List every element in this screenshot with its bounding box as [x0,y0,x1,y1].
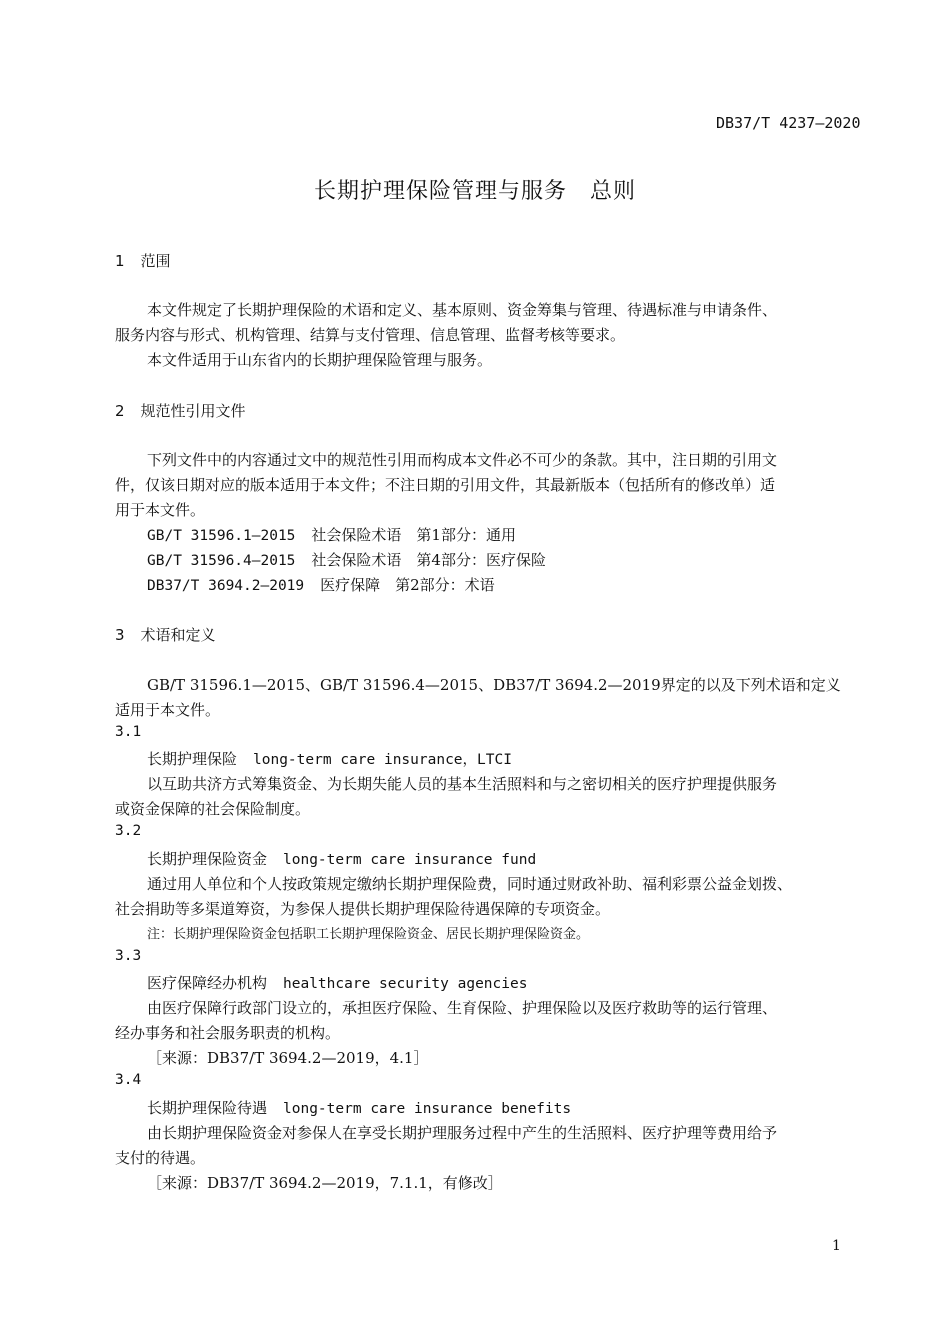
section-title: 规范性引用文件 [140,402,246,420]
reference-code: GB/T 31596.4—2015 [147,553,296,569]
reference-title: 医疗保障 第2部分：术语 [320,576,495,594]
term-number: 3.3 [115,948,142,964]
term-heading [147,848,536,869]
term-number: 3.1 [115,724,142,740]
paragraph-line: 本文件适用于山东省内的长期护理保险管理与服务。 [147,351,493,369]
paragraph-line: GB/T 31596.1—2015、GB/T 31596.4—2015、DB37/T 3694.2—2019界定的以及下列术语和定义 [147,676,841,694]
section-1-heading [115,250,171,271]
paragraph-line: 件，仅该日期对应的版本适用于本文件；不注日期的引用文件，其最新版本（包括所有的修改单）适 [115,476,776,494]
definition-line: 支付的待遇。 [115,1149,206,1167]
term-heading [147,748,512,769]
term-zh: 长期护理保险待遇 [147,1099,268,1117]
document-title: 长期护理保险管理与服务 总则 [313,179,636,204]
section-number: 2 [115,402,125,420]
term-heading [147,1097,571,1118]
section-title: 范围 [140,252,171,270]
section-number: 1 [115,252,125,270]
term-zh: 医疗保障经办机构 [147,974,268,992]
reference-item [147,574,495,595]
paragraph-line: 服务内容与形式、机构管理、结算与支付管理、信息管理、监督考核等要求。 [115,326,626,344]
standard-code: DB37/T 4237—2020 [716,114,861,132]
term-zh: 长期护理保险资金 [147,850,268,868]
definition-line: 社会捐助等多渠道筹资，为参保人提供长期护理保险待遇保障的专项资金。 [115,900,611,918]
definition-line: 以互助共济方式筹集资金、为长期失能人员的基本生活照料和与之密切相关的医疗护理提供服务 [147,775,778,793]
reference-item [147,524,516,545]
paragraph-line: 适用于本文件。 [115,701,221,719]
term-heading [147,972,527,993]
paragraph-line: 下列文件中的内容通过文中的规范性引用而构成本文件必不可少的条款。其中，注日期的引用文 [147,451,778,469]
paragraph-line: 用于本文件。 [115,501,206,519]
term-en: long-term care insurance fund [283,852,537,868]
definition-line: 或资金保障的社会保险制度。 [115,800,311,818]
definition-line: 由医疗保障行政部门设立的，承担医疗保险、生育保险、护理保险以及医疗救助等的运行管理、 [147,999,778,1017]
section-number: 3 [115,626,125,644]
term-source: ［来源：DB37/T 3694.2—2019，4.1］ [147,1049,429,1067]
term-en: long-term care insurance，LTCI [253,752,512,768]
reference-title: 社会保险术语 第1部分：通用 [311,526,516,544]
section-2-heading [115,400,246,421]
reference-code: DB37/T 3694.2—2019 [147,578,305,594]
term-note: 注：长期护理保险资金包括职工长期护理保险资金、居民长期护理保险资金。 [147,927,590,942]
term-number: 3.4 [115,1072,142,1088]
definition-line: 经办事务和社会服务职责的机构。 [115,1024,341,1042]
term-source: ［来源：DB37/T 3694.2—2019，7.1.1，有修改］ [147,1174,503,1192]
paragraph-line: 本文件规定了长期护理保险的术语和定义、基本原则、资金筹集与管理、待遇标准与申请条件、 [147,301,778,319]
term-zh: 长期护理保险 [147,750,238,768]
section-title: 术语和定义 [140,626,216,644]
section-3-heading [115,624,216,645]
reference-title: 社会保险术语 第4部分：医疗保险 [311,551,546,569]
term-en: long-term care insurance benefits [283,1101,572,1117]
term-number: 3.2 [115,823,142,839]
definition-line: 由长期护理保险资金对参保人在享受长期护理服务过程中产生的生活照料、医疗护理等费用给予 [147,1124,778,1142]
reference-code: GB/T 31596.1—2015 [147,528,296,544]
reference-item [147,549,546,570]
page-number: 1 [832,1238,841,1254]
term-en: healthcare security agencies [283,976,528,992]
definition-line: 通过用人单位和个人按政策规定缴纳长期护理保险费，同时通过财政补助、福利彩票公益金划拨、 [147,875,793,893]
